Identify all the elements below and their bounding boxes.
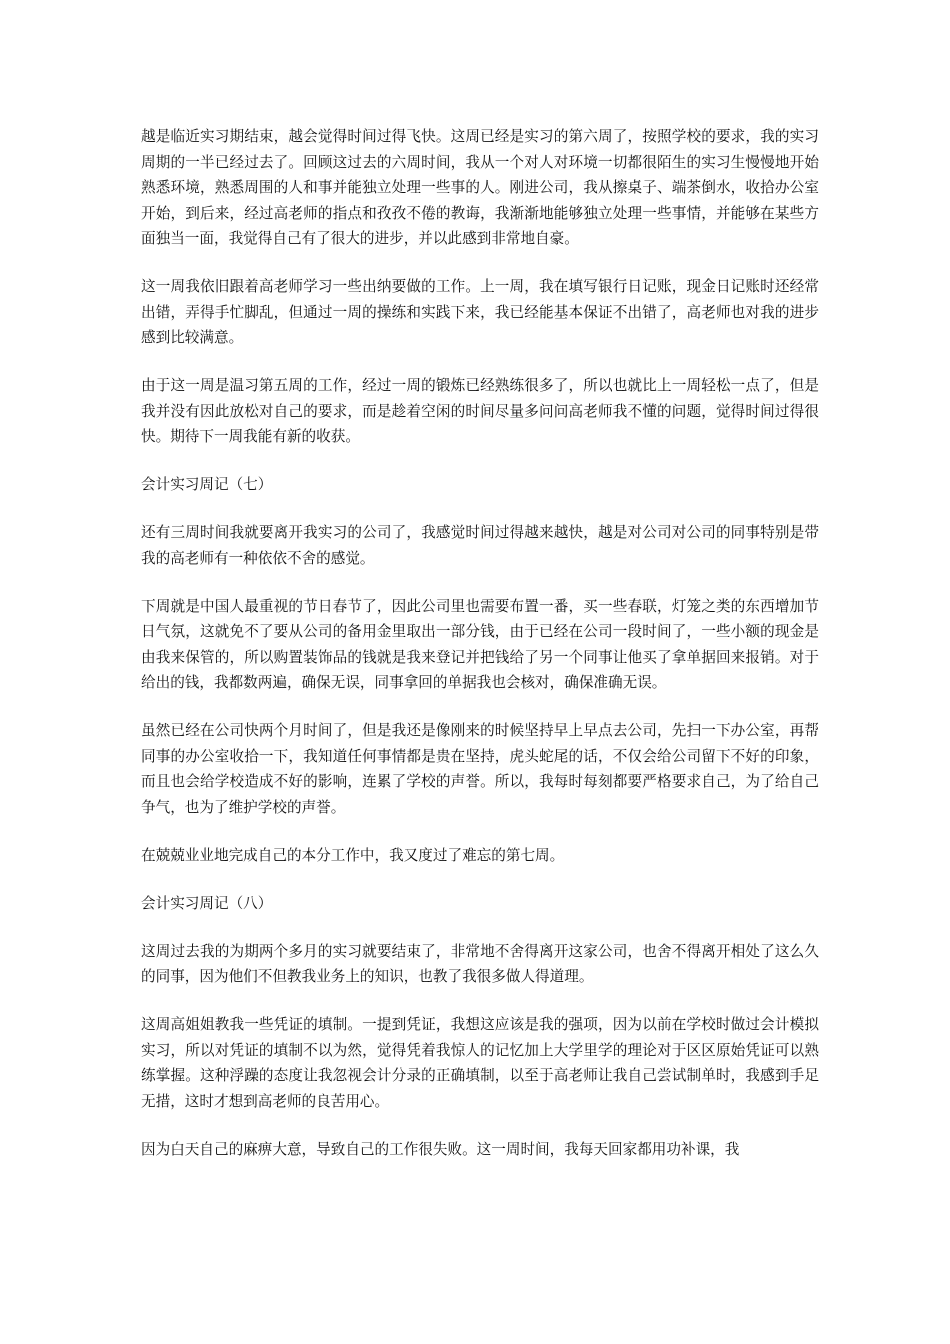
- paragraph-week7-spring-festival: 下周就是中国人最重视的节日春节了，因此公司里也需要布置一番，买一些春联，灯笼之类的东西增加节日气氛，这就免不了要从公司的备用金里取出一部分钱，由于已经在公司一段时间了，一些小额的现金是由我来保管的，所以购置装饰品的钱就是我来登记并把钱给了另一个同事让他买了拿单据回来报销。对于给出的钱，我都数两遍，确保无误，同事拿回的单据我也会核对，确保准确无误。: [141, 597, 819, 691]
- paragraph-week7-intro: 还有三周时间我就要离开我实习的公司了，我感觉时间过得越来越快，越是对公司对公司的同事特别是带我的高老师有一种依依不舍的感觉。: [141, 524, 819, 567]
- paragraph-week6-cashier: 这一周我依旧跟着高老师学习一些出纳要做的工作。上一周，我在填写银行日记账，现金日记账时还经常出错，弄得手忙脚乱，但通过一周的操练和实践下来，我已经能基本保证不出错了，高老师也对我的进步感到比较满意。: [141, 278, 819, 346]
- paragraph-week7-closing: 在兢兢业业地完成自己的本分工作中，我又度过了难忘的第七周。: [141, 846, 565, 864]
- paragraph-week8-intro: 这周过去我的为期两个多月的实习就要结束了，非常地不舍得离开这家公司，也舍不得离开相处了这么久的同事，因为他们不但教我业务上的知识，也教了我很多做人得道理。: [141, 942, 819, 985]
- paragraph-week7-persistence: 虽然已经在公司快两个月时间了，但是我还是像刚来的时候坚持早上早点去公司，先扫一下办公室，再帮同事的办公室收拾一下，我知道任何事情都是贵在坚持，虎头蛇尾的话，不仅会给公司留下不好的印象，而且也会给学校造成不好的影响，连累了学校的声誉。所以，我每时每刻都要严格要求自己，为了给自己争气，也为了维护学校的声誉。: [141, 722, 819, 816]
- paragraph-week6-review: 由于这一周是温习第五周的工作，经过一周的锻炼已经熟练很多了，所以也就比上一周轻松一点了，但是我并没有因此放松对自己的要求，而是趁着空闲的时间尽量多问问高老师我不懂的问题，觉得时间过得很快。期待下一周我能有新的收获。: [141, 377, 819, 445]
- section-heading-week7: 会计实习周记（七）: [141, 476, 273, 493]
- paragraph-week6-intro: 越是临近实习期结束，越会觉得时间过得飞快。这周已经是实习的第六周了，按照学校的要求，我的实习周期的一半已经过去了。回顾这过去的六周时间，我从一个对人对环境一切都很陌生的实习生慢慢地开始熟悉环境，熟悉周围的人和事并能独立处理一些事的人。刚进公司，我从擦桌子、端茶倒水，收拾办公室开始，到后来，经过高老师的指点和孜孜不倦的教诲，我渐渐地能够独立处理一些事情，并能够在某些方面独当一面，我觉得自己有了很大的进步，并以此感到非常地自豪。: [141, 128, 819, 247]
- document-page: [141, 124, 819, 1185]
- paragraph-week8-vouchers: 这周高姐姐教我一些凭证的填制。一提到凭证，我想这应该是我的强项，因为以前在学校时做过会计模拟实习，所以对凭证的填制不以为然，觉得凭着我惊人的记忆加上大学里学的理论对于区区原始凭证可以熟练掌握。这种浮躁的态度让我忽视会计分录的正确填制，以至于高老师让我自己尝试制单时，我感到手足无措，这时才想到高老师的良苦用心。: [141, 1016, 819, 1110]
- paragraph-week8-study: 因为白天自己的麻痹大意，导致自己的工作很失败。这一周时间，我每天回家都用功补课，我: [141, 1140, 740, 1158]
- section-heading-week8: 会计实习周记（八）: [141, 894, 273, 912]
